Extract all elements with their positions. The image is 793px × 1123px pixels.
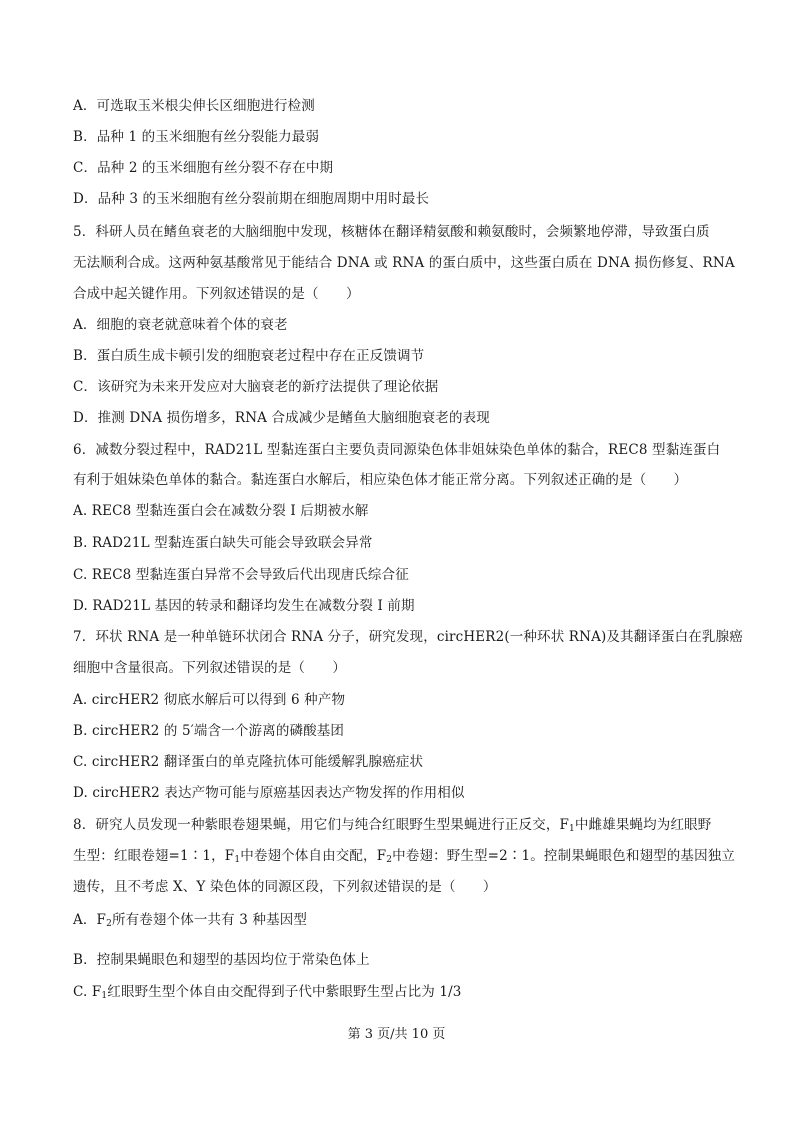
q6-option-a: A. REC8 型黏连蛋白会在减数分裂 Ⅰ 后期被水解 [73,503,369,519]
q4-option-c: C．品种 2 的玉米细胞有丝分裂不存在中期 [73,160,334,176]
q8-stem-line-2: 生型：红眼卷翅=1∶1，$F_1$中卷翅个体自由交配，$F_2$中卷翅：野生型=2∶1。控制果蝇眼色和翅型的基因独立 [73,848,736,865]
q7-option-c: C. circHER2 翻译蛋白的单克隆抗体可能缓解乳腺癌症状 [73,754,424,770]
q6-option-c: C. REC8 型黏连蛋白异常不会导致后代出现唐氏综合征 [73,567,409,583]
q7-stem-line: 7．环状 RNA 是一种单链环状闭合 RNA 分子，研究发现，circHER2(一种环状 RNA)及其翻译蛋白在乳腺癌 [73,629,743,645]
q8-option-a: A．$F_2$所有卷翅个体一共有 3 种基因型 [73,912,308,929]
q8-option-c: C. $F_1$红眼野生型个体自由交配得到子代中紫眼野生型占比为 1/3 [73,984,462,1001]
q8-option-b: B．控制果蝇眼色和翅型的基因均位于常染色体上 [73,952,370,968]
q6-option-d: D. RAD21L 基因的转录和翻译均发生在减数分裂 Ⅰ 前期 [73,598,415,614]
q5-option-d: D．推测 DNA 损伤增多，RNA 合成减少是鳍鱼大脑细胞衰老的表现 [73,410,490,426]
page-number-footer: 第 3 页/共 10 页 [347,1027,446,1042]
q4-option-d: D．品种 3 的玉米细胞有丝分裂前期在细胞周期中用时最长 [73,191,430,207]
q5-stem-line: 合成中起关键作用。下列叙述错误的是（ ） [73,286,360,302]
q7-stem-line: 细胞中含量很高。下列叙述错误的是（ ） [73,660,346,676]
q4-option-a: A．可选取玉米根尖伸长区细胞进行检测 [73,98,315,114]
q7-option-b: B. circHER2 的 5′端含一个游离的磷酸基团 [73,723,345,739]
q6-option-b: B. RAD21L 型黏连蛋白缺失可能会导致联会异常 [73,535,373,551]
q6-stem-line: 有利于姐妹染色单体的黏合。黏连蛋白水解后，相应染色体才能正常分离。下列叙述正确的是（ ） [73,472,688,488]
q5-option-c: C．该研究为未来开发应对大脑衰老的新疗法提供了理论依据 [73,379,439,395]
q8-stem-line-3: 遗传，且不考虑 X、Y 染色体的同源区段，下列叙述错误的是（ ） [73,879,497,895]
q5-option-a: A．细胞的衰老就意味着个体的衰老 [73,317,288,333]
q4-option-b: B．品种 1 的玉米细胞有丝分裂能力最弱 [73,129,320,145]
q7-option-a: A. circHER2 彻底水解后可以得到 6 种产物 [73,692,346,708]
q6-stem-line: 6．减数分裂过程中，RAD21L 型黏连蛋白主要负责同源染色体非姐妹染色单体的黏合，REC8 型黏连蛋白 [73,442,721,458]
q5-stem-line: 5．科研人员在鳍鱼衰老的大脑细胞中发现，核糖体在翻译精氨酸和赖氨酸时，会频繁地停滞，导致蛋白质 [73,224,710,240]
q5-option-b: B．蛋白质生成卡顿引发的细胞衰老过程中存在正反馈调节 [73,348,425,364]
q5-stem-line: 无法顺利合成。这两种氨基酸常见于能结合 DNA 或 RNA 的蛋白质中，这些蛋白质在 DNA 损伤修复、RNA [73,255,735,271]
q7-option-d: D. circHER2 表达产物可能与原癌基因表达产物发挥的作用相似 [73,785,465,801]
q8-stem-line-1: 8．研究人员发现一种紫眼卷翅果蝇，用它们与纯合红眼野生型果蝇进行正反交，$F_1$中雌雄果蝇均为红眼野 [73,817,712,834]
